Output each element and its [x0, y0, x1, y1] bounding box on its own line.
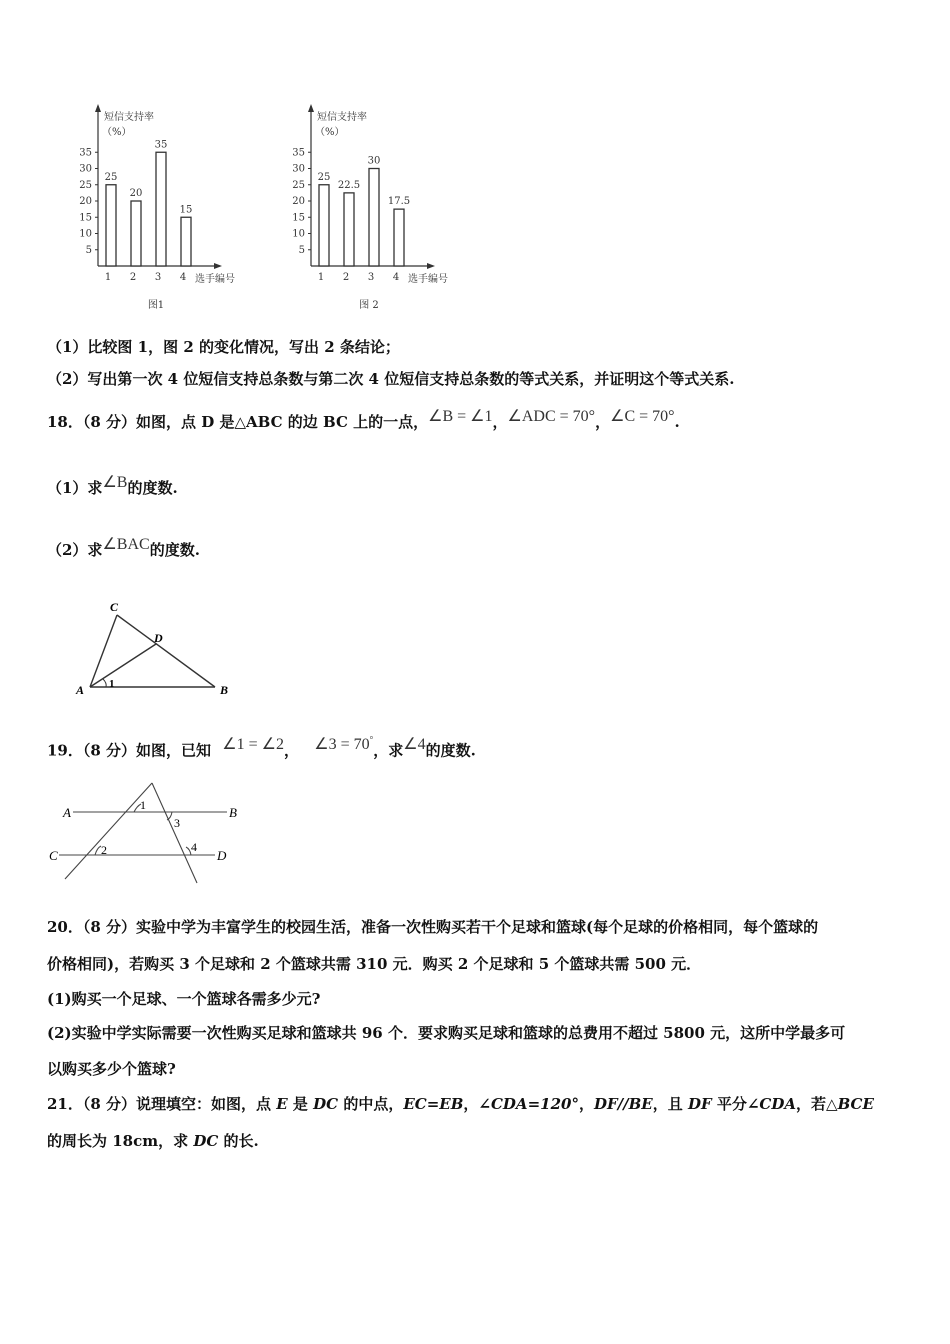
chart2-ytick-label-5: 5	[298, 244, 305, 256]
chart2-bar-1	[319, 185, 329, 266]
chart2-xtick-label-2: 2	[342, 272, 350, 283]
q21-text-g: 平分	[711, 1095, 747, 1113]
q18-stem-text: 18．（8 分）如图，点 D 是△ABC 的边 BC 上的一点，	[47, 413, 429, 431]
chart2-bar-label-4: 17.5	[387, 196, 411, 208]
q18-part-2-pre: （2）求	[47, 541, 103, 559]
q21-text-a: 21．（8 分）说理填空：如图，点	[47, 1095, 277, 1113]
q20-part-2-line-1: (2)实验中学实际需要一次性购买足球和篮球共 96 个．要求购买足球和篮球的总费用不超过 5800 元，这所中学最多可	[47, 1024, 846, 1042]
chart1-ytick-label-25: 25	[79, 179, 92, 191]
q21-line-1	[47, 1094, 874, 1114]
q18-sep-1: ，	[492, 413, 508, 431]
q19-label-c: C	[49, 848, 58, 863]
chart2-ytick-label-20: 20	[292, 196, 305, 207]
q19-sep-1: ，	[284, 741, 300, 760]
chart2-ylabel: 短信支持率	[317, 112, 367, 123]
q21-text-h: ，若△	[796, 1095, 838, 1113]
chart1-xtick-label-4: 4	[179, 272, 187, 283]
q18-sep-2: ，	[595, 413, 611, 431]
q19-transversal-left	[65, 783, 152, 879]
chart1-bar-2	[131, 201, 141, 266]
chart1-bar-3	[156, 152, 166, 266]
chart1-ytick-label-30: 30	[79, 163, 92, 175]
chart1-xtick-label-1: 1	[104, 272, 112, 283]
q18-part-1-pre: （1）求	[47, 479, 103, 497]
q19-transversal-right	[152, 783, 197, 883]
q19-degree-sup: °	[369, 735, 374, 745]
q19-label-a: A	[63, 805, 71, 820]
chart1-y-axis-arrow	[95, 104, 101, 112]
q20-line-2: 价格相同)，若购买 3 个足球和 2 个篮球共需 310 元．购买 2 个足球和 5 个篮球共需 500 元．	[47, 955, 702, 973]
chart1-ytick-label-5: 5	[85, 244, 92, 256]
q21-angle-cda-2: ∠CDA	[746, 1095, 797, 1113]
q21-segment-dc-2: DC	[193, 1132, 219, 1150]
q21-text-c: 的中点，	[338, 1095, 404, 1113]
q19-math-angle-3	[314, 736, 373, 753]
chart1-x-axis-arrow	[214, 263, 222, 269]
q21-df-parallel-be: DF//BE	[593, 1095, 653, 1113]
q21-segment-dc: DC	[313, 1095, 339, 1113]
chart1-bar-1	[106, 185, 116, 266]
chart2-ytick-label-30: 30	[292, 163, 305, 175]
chart1-bar-label-1: 25	[104, 171, 118, 183]
chart1-yunit: （%）	[102, 127, 132, 138]
q18-math-angle-b-eq-1: ∠B = ∠1	[428, 408, 493, 425]
chart1-bar-4	[181, 217, 191, 266]
chart2-bar-4	[394, 209, 404, 266]
chart1-xtick-label-3: 3	[154, 272, 162, 283]
q18-math-angle-adc: ∠ADC = 70°	[507, 408, 596, 425]
chart2-ytick-label-15: 15	[292, 212, 305, 224]
q18-part-1	[47, 474, 178, 499]
q18-label-d: D	[154, 631, 163, 645]
q18-part-1-post: 的度数.	[127, 479, 178, 497]
q18-label-b: B	[220, 683, 229, 697]
chart2-ytick-label-35: 35	[292, 147, 305, 159]
chart1-caption: 图1	[147, 300, 165, 311]
chart2-xtick-label-3: 3	[367, 272, 375, 283]
q21-text-l2a: 的周长为 18cm，求	[47, 1132, 194, 1150]
chart1-ytick-label-15: 15	[79, 212, 92, 224]
q21-angle-cda: ∠CDA=120°	[478, 1095, 579, 1113]
q18-label-a: A	[76, 683, 85, 697]
chart1-ylabel: 短信支持率	[104, 112, 154, 123]
q18-triangle-figure	[70, 595, 240, 700]
chart1-ytick-label-20: 20	[79, 196, 92, 207]
q21-text-e: ，	[578, 1095, 594, 1113]
chart1-bar-label-4: 15	[179, 204, 193, 216]
q21-point-e: E	[276, 1095, 288, 1113]
chart1-ytick-label-10: 10	[79, 228, 92, 240]
chart2-bar-label-3: 30	[367, 155, 381, 167]
q19-mid: ，求	[373, 741, 404, 760]
chart2-bar-label-1: 25	[317, 171, 331, 183]
q17-part-1: （1）比较图 1，图 2 的变化情况，写出 2 条结论；	[47, 338, 400, 356]
q17-part-2: （2）写出第一次 4 位短信支持总条数与第二次 4 位短信支持总条数的等式关系，并证明这个等式关系.	[47, 370, 735, 388]
chart2-bar-2	[344, 193, 354, 266]
q18-segment-ad	[90, 644, 156, 687]
q19-label-angle-3: 3	[174, 816, 180, 830]
q19-math-angle-3-text: ∠3 = 70	[314, 736, 370, 754]
q18-side-cb	[117, 615, 215, 687]
q18-label-c: C	[110, 600, 119, 614]
q20-line-1: 20．（8 分）实验中学为丰富学生的校园生活，准备一次性购买若干个足球和篮球(每个足球的价格相同，每个篮球的	[47, 918, 819, 936]
q19-label-angle-2: 2	[101, 843, 107, 857]
chart2-xlabel: 选手编号	[408, 274, 448, 285]
q21-text-l2b: 的长.	[218, 1132, 259, 1150]
q19-parallel-lines-figure	[45, 775, 245, 885]
q19-math-angle-4: ∠4	[403, 736, 426, 754]
q21-triangle-bce: BCE	[837, 1095, 874, 1113]
q18-label-angle-1: 1	[109, 678, 115, 690]
q18-part-1-math: ∠B	[102, 474, 128, 491]
bar-chart-figure-1	[60, 100, 270, 315]
q19-math-angle-1-eq-2: ∠1 = ∠2	[222, 736, 284, 754]
q19-stem	[47, 736, 476, 761]
q18-angle-1-arc	[103, 679, 106, 687]
q19-stem-text: 19．（8 分）如图，已知	[47, 741, 212, 760]
q20-part-2-line-2: 以购买多少个篮球?	[47, 1060, 176, 1078]
q19-label-angle-4: 4	[191, 840, 197, 854]
q19-label-b: B	[229, 805, 237, 820]
chart1-ytick-label-35: 35	[79, 147, 92, 159]
q18-end: .	[674, 413, 680, 431]
q21-text-b: 是	[287, 1095, 314, 1113]
q18-part-2-post: 的度数.	[149, 541, 200, 559]
q21-ec-eq-eb: EC=EB	[403, 1095, 464, 1113]
chart2-x-axis-arrow	[427, 263, 435, 269]
chart2-yunit: （%）	[315, 127, 345, 138]
q19-label-angle-1: 1	[140, 798, 146, 812]
chart2-bar-label-2: 22.5	[337, 179, 361, 191]
bar-chart-figure-2	[273, 100, 483, 315]
q20-part-1: (1)购买一个足球、一个篮球各需多少元?	[47, 990, 321, 1008]
q19-label-d: D	[217, 848, 227, 863]
q18-math-angle-c: ∠C = 70°	[610, 408, 675, 425]
q21-segment-df: DF	[687, 1095, 712, 1113]
q18-side-ac	[90, 615, 117, 687]
chart2-xtick-label-4: 4	[392, 272, 400, 283]
chart1-xtick-label-2: 2	[129, 272, 137, 283]
chart2-caption: 图 2	[359, 300, 379, 311]
chart2-xtick-label-1: 1	[317, 272, 325, 283]
chart2-ytick-label-25: 25	[292, 179, 305, 191]
q21-line-2	[47, 1131, 259, 1151]
q18-stem	[47, 408, 680, 433]
chart2-bar-3	[369, 169, 379, 267]
chart2-y-axis-arrow	[308, 104, 314, 112]
q19-end: 的度数.	[425, 741, 476, 760]
q18-part-2	[47, 536, 200, 561]
chart1-bar-label-3: 35	[154, 139, 168, 151]
q21-text-f: ，且	[652, 1095, 688, 1113]
chart2-ytick-label-10: 10	[292, 228, 305, 240]
chart1-xlabel: 选手编号	[195, 274, 235, 285]
q21-text-d: ，	[463, 1095, 479, 1113]
q18-part-2-math: ∠BAC	[102, 536, 150, 553]
chart1-bar-label-2: 20	[129, 188, 143, 199]
